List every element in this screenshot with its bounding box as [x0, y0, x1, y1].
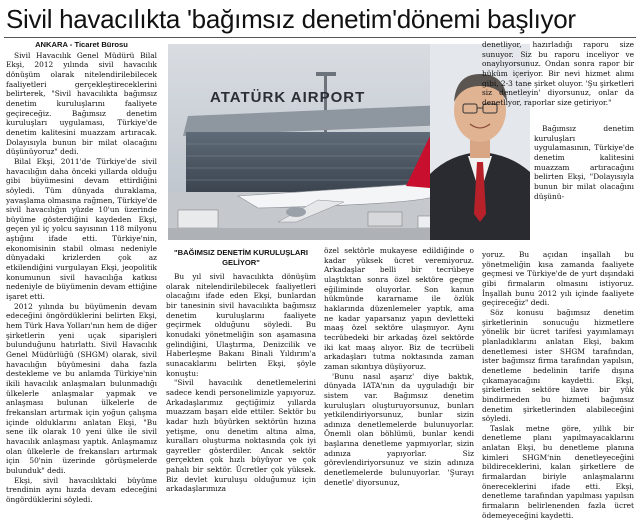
byline: ANKARA - Ticaret Bürosu [35, 40, 128, 49]
paragraph: Ekşi, sivil havacılıktaki büyüme trendinin aynı hızda devam edeceğini öngördüklerini söyledi. [6, 475, 157, 504]
airport-sign-text: ATATÜRK AIRPORT [210, 89, 366, 106]
paragraph: özel sektörle mukayese edildiğinde o kadar yüksek ücret veremiyoruz. Arkadaşlar belli bir tecrübeye ulaştıktan sonra özel sektöre geçme eğiliminde oluyorlar. Son kanun hükmünde kararname ile özlük haklarında düzenlemeler yaptık, ama ne kadar yaparsanız yapın devletteki maaş özel sektöre ulaşmıyor. Aynı tecrübedeki bir arkadaş özel sektörde iki kat maaş alıyor. Biz de tecrübeli arkadaşları tutma noktasında zaman zaman sıkıntıya düşüyoruz. [324, 246, 474, 371]
subheading: "BAĞIMSIZ DENETİM KURULUŞLARI GELİYOR" [174, 248, 308, 267]
article-column-3 [324, 246, 474, 487]
paragraph: Söz konusu bağımsız denetim şirketlerinin sonucuğu hizmetlere yönelik bir ücret tarifesi yayımlamayı planladıklarını anlatan Ekşi, bakım denetlemesi ister SHGM tarafından, ister bağımsız firma tarafından yapılsın, denetleme bedelinin tarife dışına çıkamayacağını kaydetti. Ekşi, şirketlerin sektöre ilave bir yük bindirmeden bu hizmeti bağımsız denetim şirketlerinden alabileceğini söyledi. [482, 307, 634, 424]
article-column-2 [166, 246, 316, 494]
paragraph: Bilal Ekşi, 2011'de Türkiye'de sivil havacılığın daha önceki yıllarda olduğu gibi büyümesini devam ettirdiğini söyledi. Tüm dünyada duraklama, yavaşlama olmasına rağmen, Türkiye'de sivil havacılığın yüzde 10'un üzerinde büyüme gösterdiğini kaydeden Ekşi, geçen yıl iç yolcu sayısının 118 milyonu aştığını ifade etti. Türkiye'nin, ekonomisinin stabil olması nedeniyle dünyadaki krizlerden çok az etkilendiğini vurgulayan Ekşi, jeopolitik konumunun sivil havacılığa katkısı nedeniyle de büyümenin devam ettiğine işaret etti. [6, 156, 157, 302]
headline: Sivil havacılıkta 'bağımsız denetim'dönemi başlıyor [6, 4, 576, 34]
paragraph: Sivil Havacılık Genel Müdürü Bilal Ekşi, 2012 yılında sivil havacılık dönüşüm olarak nitelendirilebilecek faaliyetleri gerçekleştireceklerini belirterek, "Sivil havacılıkta bağımsız denetim kuruluşlarını faaliyete geçireceğiz. Bağımsız denetim kuruluşları uygulaması, Türkiye'de denetim kalitesini muazzam artıracak. Dolayısıyla bunun bir milat olacağını düşünüyoruz" dedi. [6, 50, 157, 157]
paragraph: Taslak metne göre, yıllık bir denetleme planı yapılmayacaklarını anlatan Ekşi, bu denetleme planına kimleri SHGM'nin denetleyeceğini bildireceklerini, kalan şirketlere de firmalardan biriyle anlaşmalarını önereceklerini ifade etti. Ekşi, denetleme tarafından yapılması yapılsın firmaların belirlenenden fazla ücret ödemeyeceğini kaydetti. [482, 423, 634, 520]
paragraph: yoruz. Bu açıdan inşallah bu yönetmeliğin kısa zamanda faaliyete geçmesi ve Türkiye'de de yurt dışındaki gibi firmaların olmasını istiyoruz. İnşallah bunu 2012 yılı içinde faaliyete geçireceğiz" dedi. [482, 250, 634, 308]
paragraph: Bu yıl sivil havacılıkta dönüşüm olarak nitelendirilebilecek faaliyetleri olacağını ifade eden Ekşi, bunlardan bir tanesinin sivil havacılıkta bağımsız denetim kuruluşlarını faaliyete geçirmek olduğunu söyledi. Bu konudaki yönetmeliğin son aşamasına gelindiğini, Ulaştırma, Denizcilik ve Haberleşme Bakanı Binali Yıldırım'a sunacaklarını belirten Ekşi, şöyle konuştu: [166, 272, 316, 378]
article-column-4-top [482, 40, 634, 124]
paragraph: "Sivil havacılık denetlemelerini sadece kendi personelimizle yapıyoruz. Arkadaşlarımız geçtiğimiz yıllarda muazzam başarı elde ettiler. Sektör bu kadar hızlı büyürken sektörün hızına yetişme, onu denetim altına alma, kuralları oluşturma noktasında çok iyi gayretler gösterdiler. Ancak sektör gerçekten çok hızlı büyüyor ve çok pahalı bir sektör. Ücretler çok yüksek. Biz devlet kuruluşu olduğumuz için arkadaşlarımıza [166, 378, 316, 494]
paragraph: 2012 yılında bu büyümenin devam edeceğini öngördüklerini belirten Ekşi, hem Türk Hava Yolları'nın hem de diğer şirketlerin yeni uçak siparişleri bulunduğunu hatırlattı. Sivil Havacılık Genel Müdürlüğü (SHGM) olarak, sivil havacılığın büyümesini daha fazla destekleme ve bu anlamda Türkiye'nin ikili havacılık anlaşmaları bulunmadığı ülkelerle anlaşmalar yapmak ve anlaşması bulunan ülkelerle de frekansları artırmak için yoğun çalışma içinde olduklarını anlatan Ekşi, "Bu sene ilk olarak 10 yeni ülke ile sivil havacılık anlaşması yaptık. Anlaşmamız olan ülkelerle de frekansları artırmak için 50'nin üzerinde görüşmelerde bulunduk" dedi. [6, 301, 157, 475]
article-column-1 [6, 40, 157, 504]
headline-rule [4, 37, 636, 38]
paragraph: denetliyor, hazırladığı raporu size sunuyor. Siz bu raporu inceliyor ve onaylıyorsunuz. Ondan sonra rapor bir hüküm içeriyor. Bir nevi hizmet alımı gibi, 2-3 tane şirket oluyor. 'Şu şirketleri siz denetleyin' diyorsunuz, onlar da denetliyor, raporlar size getiriyor." [482, 40, 634, 107]
paragraph: Bağımsız denetim kuruluşları uygulamasının, Türkiye'de denetim kalitesini muazzam artıracağını belirten Ekşi, "Dolayısıyla bunun bir milat olacağını düşünü- [534, 124, 634, 201]
article-column-4-bottom [482, 250, 634, 520]
article-column-4-narrow [534, 124, 634, 250]
paragraph: 'Bunu nasıl aşarız' diye baktık, dünyada IATA'nın da uyguladığı bir sistem var. Bağımsız denetim kuruluşları oluşturuyorsunuz, bunları yetkilendiriyorsunuz, bunlar sizin adınıza denetlemelerde bulunuyorlar. Önemli olan böhlümü, bunlar kendi başlarına denetleme yapmıyorlar, sizin adınıza yapıyorlar. Siz görevlendiriyorsunuz ve sizin adınıza denetlemelerde bulunuyorlar. 'Şurayı denetle' diyorsunuz, [324, 371, 474, 487]
